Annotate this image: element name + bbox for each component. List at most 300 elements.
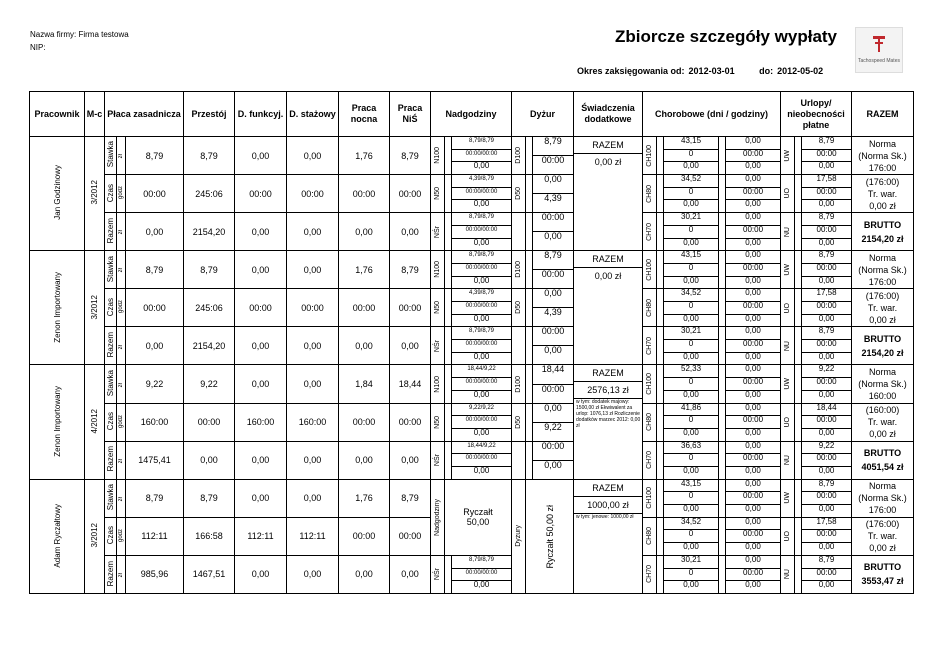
nadgodziny-cell xyxy=(431,137,512,175)
chorobowe-cell xyxy=(643,175,781,213)
col-mc: M-c xyxy=(85,92,105,137)
value-cell: 160:00 xyxy=(126,403,184,441)
employee-row-razem xyxy=(30,213,914,251)
row-label: Czas xyxy=(106,297,115,316)
norma-hours: 176:00 xyxy=(868,276,897,287)
period-range xyxy=(577,66,827,76)
value-cell: 1475,41 xyxy=(126,441,184,479)
row-label-stawka xyxy=(105,251,117,289)
chorobowe-time: 00:00 xyxy=(726,188,780,201)
dyzur-value-b: 00:00 xyxy=(541,383,565,394)
chorobowe-code: CH80 xyxy=(646,413,654,432)
value-cell: 0,00 xyxy=(235,365,287,403)
chorobowe-code: CH80 xyxy=(646,527,654,546)
value-cell: 112:11 xyxy=(287,517,339,555)
urlopy-value: 0,00 xyxy=(818,427,835,437)
row-unit-text: zł xyxy=(118,573,124,578)
chorobowe-rate: 34,52 xyxy=(664,175,718,188)
chorobowe-code: CH70 xyxy=(646,222,654,241)
urlopy-cell xyxy=(781,441,852,479)
value-cell: 00:00 xyxy=(339,517,390,555)
row-label-czas xyxy=(105,175,117,213)
employee-name: Zenon Importowany xyxy=(52,385,62,457)
value-cell: 1467,51 xyxy=(184,555,235,593)
dyzur-value-b: 00:00 xyxy=(541,269,565,280)
nadgodziny-time: 00:00/00:00 xyxy=(452,569,511,582)
urlopy-time: 00:00 xyxy=(802,150,851,163)
nadgodziny-code: N100 xyxy=(434,261,442,279)
swiadczenia-title: RAZEM xyxy=(574,137,642,154)
urlopy-code: UW xyxy=(784,263,792,276)
employee-month: 3/2012 xyxy=(90,294,99,320)
brutto-value: 2154,20 zł xyxy=(861,233,904,244)
nadgodziny-value: 0,00 xyxy=(473,237,490,247)
chorobowe-days: 0 xyxy=(664,378,718,391)
norma-sk-label: (Norma Sk.) xyxy=(858,379,907,389)
tr-war-value: 0,00 zł xyxy=(869,429,896,440)
chorobowe-rate-2: 0,00 xyxy=(726,137,780,150)
nadgodziny-rate: 8,79/8,79 xyxy=(452,213,511,226)
nadgodziny-rate: 8,79/8,79 xyxy=(452,251,511,264)
chorobowe-cell xyxy=(643,327,781,365)
value-cell: 0,00 xyxy=(235,137,287,175)
chorobowe-time: 00:00 xyxy=(726,302,780,315)
urlopy-code: UO xyxy=(784,416,792,428)
col-swiadczenia: Świadczenia dodatkowe xyxy=(574,92,643,137)
norma-sk-hours: (176:00) xyxy=(865,519,900,530)
chorobowe-rate-2: 0,00 xyxy=(726,480,780,493)
dyzur-value-a: 00:00 xyxy=(533,327,573,346)
nadgodziny-rate: 8,79/8,79 xyxy=(452,137,511,150)
urlopy-time: 00:00 xyxy=(802,188,851,201)
value-cell: 00:00 xyxy=(339,175,390,213)
report-title: Zbiorcze szczegóły wypłaty xyxy=(615,27,838,46)
tr-war-value: 0,00 zł xyxy=(869,314,896,325)
employee-row-razem xyxy=(30,555,914,593)
row-label: Razem xyxy=(106,332,115,358)
nadgodziny-rate: 8,79/8,79 xyxy=(452,556,511,569)
dyzur-cell xyxy=(512,403,574,441)
row-label-razem xyxy=(105,555,117,593)
urlopy-rate: 18,44 xyxy=(802,404,851,417)
value-cell: 1,84 xyxy=(339,365,390,403)
dyzur-ryczalt xyxy=(512,479,574,593)
urlopy-value: 0,00 xyxy=(818,580,835,590)
payroll-table xyxy=(29,91,914,594)
value-cell: 0,00 xyxy=(339,441,390,479)
value-cell: 0,00 xyxy=(235,327,287,365)
chorobowe-rate-2: 0,00 xyxy=(726,213,780,226)
dyzur-cell xyxy=(512,137,574,175)
swiadczenia-value: 2576,13 zł xyxy=(574,382,642,399)
chorobowe-cell xyxy=(643,441,781,479)
tr-war-label: Tr. war. xyxy=(867,531,898,542)
employee-name: Adam Ryczałtowy xyxy=(52,503,62,568)
value-cell: 160:00 xyxy=(235,403,287,441)
dyzur-ryczalt-value: Ryczałt 50,00 zł xyxy=(544,504,555,569)
chorobowe-value-2: 0,00 xyxy=(745,313,761,323)
chorobowe-time: 00:00 xyxy=(726,569,780,582)
dyzur-value-b: 4,39 xyxy=(544,193,562,204)
period-to: 2012-05-02 xyxy=(777,66,824,76)
value-cell: 8,79 xyxy=(390,137,431,175)
summary-norma xyxy=(852,251,914,289)
dyzur-value-b: 4,39 xyxy=(544,307,562,318)
urlopy-value: 0,00 xyxy=(818,466,835,475)
tr-war-value: 0,00 zł xyxy=(869,200,896,211)
col-dyzur: Dyżur xyxy=(512,92,574,137)
value-cell: 2154,20 xyxy=(184,213,235,251)
chorobowe-rate-2: 0,00 xyxy=(726,175,780,188)
urlopy-code: NU xyxy=(784,340,792,351)
urlopy-time: 00:00 xyxy=(802,569,851,582)
nadgodziny-rate: 18,44/9,22 xyxy=(452,365,511,378)
value-cell: 0,00 xyxy=(126,327,184,365)
chorobowe-time: 00:00 xyxy=(726,530,780,543)
dyzur-cell xyxy=(512,327,574,365)
nadgodziny-time: 00:00/00:00 xyxy=(452,302,511,315)
employee-row-czas xyxy=(30,289,914,327)
value-cell: 0,00 xyxy=(339,213,390,251)
employee-month-cell xyxy=(85,479,105,593)
row-unit xyxy=(117,403,126,441)
nadgodziny-cell xyxy=(431,327,512,365)
dyzur-value-a: 00:00 xyxy=(533,442,573,461)
chorobowe-rate-2: 0,00 xyxy=(726,442,780,455)
row-unit xyxy=(117,479,126,517)
dyzur-code: D50 xyxy=(515,301,523,315)
urlopy-rate: 9,22 xyxy=(802,442,851,455)
brutto-value: 4051,54 zł xyxy=(861,462,904,473)
chorobowe-rate: 43,15 xyxy=(664,480,718,493)
value-cell: 00:00 xyxy=(390,403,431,441)
dyzur-code: D100 xyxy=(515,147,523,164)
company-info xyxy=(30,28,129,54)
nadgodziny-rate: 4,39/8,79 xyxy=(452,175,511,188)
chorobowe-value: 0,00 xyxy=(683,466,699,475)
urlopy-time: 00:00 xyxy=(802,302,851,315)
urlopy-cell xyxy=(781,137,852,175)
value-cell: 8,79 xyxy=(390,479,431,517)
dyzur-value-b: 00:00 xyxy=(541,155,565,166)
chorobowe-rate: 34,52 xyxy=(664,518,718,531)
chorobowe-code: CH80 xyxy=(646,298,654,317)
row-label-razem xyxy=(105,441,117,479)
dyzur-value-b: 0,00 xyxy=(544,345,562,356)
norma-label: Norma xyxy=(869,367,897,377)
chorobowe-days: 0 xyxy=(664,340,718,353)
urlopy-value: 0,00 xyxy=(818,161,835,171)
dyzur-cell xyxy=(512,365,574,403)
urlopy-rate: 17,58 xyxy=(802,175,851,188)
dyzur-code: D50 xyxy=(515,187,523,201)
chorobowe-code: CH80 xyxy=(646,184,654,203)
swiadczenia-cell xyxy=(574,365,643,479)
row-label-razem xyxy=(105,213,117,251)
urlopy-rate: 8,79 xyxy=(802,137,851,150)
urlopy-code: NU xyxy=(784,226,792,237)
summary-trwar xyxy=(852,517,914,555)
norma-sk-hours: (176:00) xyxy=(865,176,900,187)
employee-name: Zenon Importowany xyxy=(52,271,62,343)
urlopy-code: UO xyxy=(784,188,792,199)
chorobowe-days: 0 xyxy=(664,492,718,505)
row-unit xyxy=(117,517,126,555)
col-pnocna: Praca nocna xyxy=(339,92,390,137)
swiadczenia-title: RAZEM xyxy=(574,365,642,382)
nadgodziny-value: 0,00 xyxy=(473,313,490,323)
employee-name-cell xyxy=(30,365,85,479)
chorobowe-value: 0,00 xyxy=(683,351,699,361)
row-label: Czas xyxy=(106,411,115,431)
value-cell: 0,00 xyxy=(287,251,339,289)
employee-row-razem xyxy=(30,327,914,365)
header-row xyxy=(30,92,914,137)
norma-hours: 176:00 xyxy=(868,505,897,516)
dyzur-value-b: 9,22 xyxy=(544,421,562,432)
chorobowe-rate: 30,21 xyxy=(664,213,718,226)
row-label: Stawka xyxy=(106,484,115,511)
urlopy-value: 0,00 xyxy=(818,351,835,361)
chorobowe-value-2: 0,00 xyxy=(745,427,761,437)
value-cell: 0,00 xyxy=(390,555,431,593)
value-cell: 8,79 xyxy=(126,251,184,289)
row-unit-text: godz xyxy=(118,528,124,542)
chorobowe-code: CH70 xyxy=(646,336,654,355)
value-cell: 0,00 xyxy=(287,327,339,365)
nadgodziny-time: 00:00/00:00 xyxy=(452,340,511,353)
value-cell: 00:00 xyxy=(287,175,339,213)
nadgodziny-cell xyxy=(431,555,512,593)
row-unit xyxy=(117,213,126,251)
row-label-czas xyxy=(105,289,117,327)
chorobowe-rate: 41,86 xyxy=(664,404,718,417)
chorobowe-days: 0 xyxy=(664,302,718,315)
logo-icon xyxy=(871,34,887,54)
chorobowe-cell xyxy=(643,251,781,289)
urlopy-cell xyxy=(781,251,852,289)
value-cell: 0,00 xyxy=(390,441,431,479)
value-cell: 160:00 xyxy=(287,403,339,441)
urlopy-time: 00:00 xyxy=(802,530,851,543)
chorobowe-code: CH70 xyxy=(646,565,654,584)
employee-name-cell xyxy=(30,479,85,593)
chorobowe-cell xyxy=(643,517,781,555)
tr-war-value: 0,00 zł xyxy=(869,543,896,554)
brutto-value: 2154,20 zł xyxy=(861,347,904,358)
value-cell: 0,00 xyxy=(287,137,339,175)
chorobowe-value-2: 0,00 xyxy=(745,275,761,285)
urlopy-code: UW xyxy=(784,149,792,162)
urlopy-time: 00:00 xyxy=(802,416,851,429)
summary-brutto xyxy=(852,213,914,251)
row-label: Razem xyxy=(106,560,115,587)
nadgodziny-cell xyxy=(431,403,512,441)
value-cell: 1,76 xyxy=(339,479,390,517)
dyzur-cell xyxy=(512,251,574,289)
urlopy-cell xyxy=(781,175,852,213)
value-cell: 8,79 xyxy=(126,479,184,517)
value-cell: 9,22 xyxy=(184,365,235,403)
chorobowe-value-2: 0,00 xyxy=(745,161,761,171)
row-label-czas xyxy=(105,517,117,555)
urlopy-cell xyxy=(781,403,852,441)
col-dfunk: D. funkcyj. xyxy=(235,92,287,137)
value-cell: 245:06 xyxy=(184,289,235,327)
chorobowe-days: 0 xyxy=(664,226,718,239)
chorobowe-cell xyxy=(643,365,781,403)
value-cell: 245:06 xyxy=(184,175,235,213)
row-unit-text: zł xyxy=(118,230,124,235)
col-placa: Płaca zasadnicza xyxy=(105,92,184,137)
chorobowe-time: 00:00 xyxy=(726,416,780,429)
nadgodziny-value: 0,00 xyxy=(473,427,490,437)
nadgodziny-code: N100 xyxy=(434,375,442,393)
chorobowe-rate-2: 0,00 xyxy=(726,327,780,340)
nadgodziny-cell xyxy=(431,213,512,251)
urlopy-cell xyxy=(781,213,852,251)
norma-label: Norma xyxy=(869,252,897,263)
nadgodziny-code: NŚr xyxy=(434,454,442,467)
swiadczenia-value: 0,00 zł xyxy=(594,157,622,167)
row-unit-text: zł xyxy=(118,344,124,349)
summary-norma xyxy=(852,365,914,403)
chorobowe-rate-2: 0,00 xyxy=(726,289,780,302)
chorobowe-cell xyxy=(643,555,781,593)
chorobowe-days: 0 xyxy=(664,188,718,201)
urlopy-cell xyxy=(781,517,852,555)
dyzur-value-a: 0,00 xyxy=(533,175,573,194)
value-cell: 0,00 xyxy=(390,213,431,251)
urlopy-rate: 9,22 xyxy=(802,365,851,378)
summary-trwar xyxy=(852,403,914,441)
summary-brutto xyxy=(852,327,914,365)
nadgodziny-value: 0,00 xyxy=(473,199,490,209)
chorobowe-cell xyxy=(643,137,781,175)
employee-name-cell xyxy=(30,251,85,365)
employee-name: Jan Godzinowy xyxy=(52,165,62,220)
chorobowe-cell xyxy=(643,479,781,517)
nadgodziny-code: NŚr xyxy=(434,568,442,581)
nadgodziny-value: 0,00 xyxy=(473,161,490,171)
urlopy-rate: 17,58 xyxy=(802,289,851,302)
norma-label: Norma xyxy=(869,138,897,149)
value-cell: 0,00 xyxy=(235,479,287,517)
nadgodziny-ryczalt xyxy=(431,479,512,555)
chorobowe-rate: 43,15 xyxy=(664,137,718,150)
nadgodziny-time: 00:00/00:00 xyxy=(452,264,511,277)
row-unit-text: zł xyxy=(118,496,124,502)
nadgodziny-rate: 8,79/8,79 xyxy=(452,327,511,340)
value-cell: 0,00 xyxy=(287,479,339,517)
col-urlopy: Urlopy/ nieobecności płatne xyxy=(781,92,852,137)
nadgodziny-value: 0,00 xyxy=(473,466,490,475)
summary-brutto xyxy=(852,555,914,593)
nadgodziny-cell xyxy=(431,289,512,327)
col-chorobowe: Chorobowe (dni / godziny) xyxy=(643,92,781,137)
row-label: Czas xyxy=(106,183,115,202)
value-cell: 00:00 xyxy=(235,289,287,327)
nadgodziny-time: 00:00/00:00 xyxy=(452,378,511,391)
logo-text: Tachospeed Mates xyxy=(858,58,900,64)
chorobowe-value: 0,00 xyxy=(683,427,699,437)
value-cell: 00:00 xyxy=(339,289,390,327)
row-unit xyxy=(117,137,126,175)
urlopy-rate: 8,79 xyxy=(802,213,851,226)
dyzur-value-b: 0,00 xyxy=(544,459,562,470)
urlopy-code: UW xyxy=(784,378,792,390)
urlopy-cell xyxy=(781,327,852,365)
col-pnis: Praca NiŚ xyxy=(390,92,431,137)
value-cell: 8,79 xyxy=(126,137,184,175)
chorobowe-value-2: 0,00 xyxy=(745,389,761,399)
row-label-stawka xyxy=(105,137,117,175)
row-label-razem xyxy=(105,327,117,365)
row-label: Stawka xyxy=(106,369,115,397)
value-cell: 00:00 xyxy=(390,289,431,327)
nadgodziny-time: 00:00/00:00 xyxy=(452,454,511,467)
brutto-label: BRUTTO xyxy=(863,219,902,230)
brutto-value: 3553,47 zł xyxy=(861,576,904,587)
value-cell: 00:00 xyxy=(390,175,431,213)
nadgodziny-cell xyxy=(431,175,512,213)
urlopy-value: 0,00 xyxy=(818,542,835,552)
chorobowe-days: 0 xyxy=(664,264,718,277)
chorobowe-rate: 30,21 xyxy=(664,327,718,340)
dyzur-value-a: 8,79 xyxy=(533,137,573,156)
row-label-stawka xyxy=(105,479,117,517)
value-cell: 8,79 xyxy=(184,479,235,517)
nadgodziny-label: Nadgodziny xyxy=(434,498,442,536)
chorobowe-time: 00:00 xyxy=(726,454,780,467)
value-cell: 8,79 xyxy=(184,251,235,289)
nadgodziny-rate: 4,39/8,79 xyxy=(452,289,511,302)
summary-trwar xyxy=(852,289,914,327)
chorobowe-rate-2: 0,00 xyxy=(726,556,780,569)
chorobowe-value: 0,00 xyxy=(683,389,699,399)
chorobowe-rate: 43,15 xyxy=(664,251,718,264)
employee-month-cell xyxy=(85,365,105,479)
col-razem: RAZEM xyxy=(852,92,914,137)
chorobowe-cell xyxy=(643,213,781,251)
chorobowe-rate-2: 0,00 xyxy=(726,365,780,378)
value-cell: 0,00 xyxy=(287,365,339,403)
employee-row-stawka xyxy=(30,137,914,175)
chorobowe-code: CH100 xyxy=(646,258,654,281)
chorobowe-cell xyxy=(643,403,781,441)
summary-norma xyxy=(852,137,914,175)
chorobowe-value: 0,00 xyxy=(683,275,699,285)
swiadczenia-cell xyxy=(574,479,643,593)
dyzur-value-a: 00:00 xyxy=(533,213,573,232)
row-label-czas xyxy=(105,403,117,441)
norma-sk-hours: (176:00) xyxy=(865,290,900,301)
swiadczenia-title: RAZEM xyxy=(574,251,642,268)
nadgodziny-time: 00:00/00:00 xyxy=(452,416,511,429)
value-cell: 1,76 xyxy=(339,137,390,175)
urlopy-value: 0,00 xyxy=(818,199,835,209)
value-cell: 00:00 xyxy=(235,175,287,213)
row-unit xyxy=(117,175,126,213)
chorobowe-rate: 52,33 xyxy=(664,365,718,378)
row-unit-text: godz xyxy=(118,300,124,314)
row-label: Razem xyxy=(106,218,115,244)
employee-row-razem xyxy=(30,441,914,479)
chorobowe-value: 0,00 xyxy=(683,313,699,323)
value-cell: 985,96 xyxy=(126,555,184,593)
dyzur-value-b: 0,00 xyxy=(544,231,562,242)
employee-month: 4/2012 xyxy=(90,408,99,434)
